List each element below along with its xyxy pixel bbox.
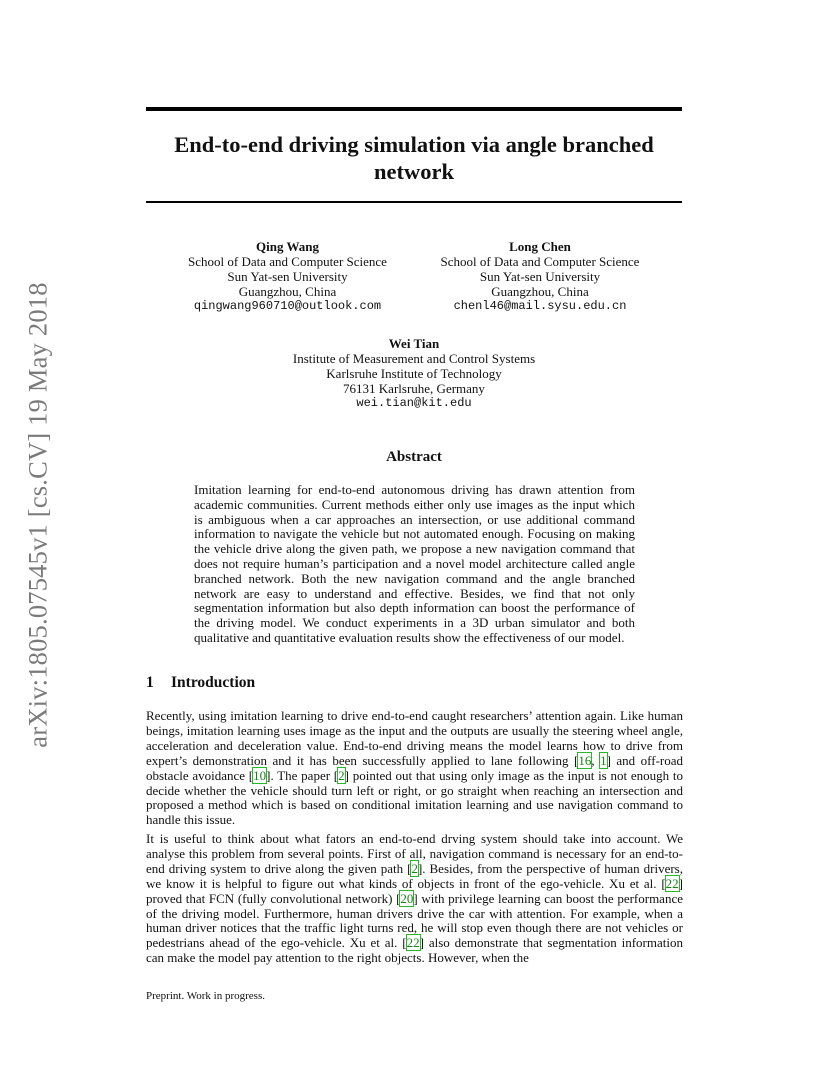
citation-link[interactable]: 2 xyxy=(411,860,418,876)
section-title: Introduction xyxy=(171,674,256,691)
section-heading-introduction xyxy=(146,674,255,692)
paper-title xyxy=(146,131,682,185)
paragraph-text: Recently, using imitation learning to drive end-to-end caught researchers’ attention again. Like human beings, imitation learning uses image as the input and the outputs are usually the steering wheel angle, acceleration and deceleration value. End-to-end driving means the model learns how to drive from expert’s demonstration and it has been successfully applied to lane following [ xyxy=(146,708,683,768)
author-affiliation: Institute of Measurement and Control Systems xyxy=(292,351,536,366)
paragraph-text: ] with privilege learning can boost the performance of the driving model. Furthermore, human drivers drive the car with attention. For example, when a human driver notices that the traffic light turns red, he will stop even though there are not vehicles or pedestrians ahead of the ego-vehicle. Xu et al. [ xyxy=(146,890,683,951)
citation-link[interactable]: 22 xyxy=(406,935,420,951)
citation-link[interactable]: 20 xyxy=(400,890,414,906)
intro-paragraph-2 xyxy=(146,832,683,966)
author-institution: Sun Yat-sen University xyxy=(227,269,348,284)
paragraph-text: ] proved that FCN (fully convolutional network) [ xyxy=(146,875,683,906)
author-location: Guangzhou, China xyxy=(491,284,589,299)
author-institution: Karlsruhe Institute of Technology xyxy=(326,366,502,381)
author-affiliation: School of Data and Computer Science xyxy=(440,254,640,269)
author-location: Guangzhou, China xyxy=(238,284,337,299)
author-email: chenl46@mail.sysu.edu.cn xyxy=(453,299,627,313)
author-name: Qing Wang xyxy=(256,239,319,254)
abstract-text: Imitation learning for end-to-end autonomous driving has drawn attention from academic communities. Current methods either only use images as the input which is ambiguous when a car approaches an intersection, or use additional command information to navigate the vehicle but not automated enough. Focusing on making the vehicle drive along the given path, we propose a new navigation command that does not require human’s participation and a novel model architecture called angle branched network. Both the new navigation command and the angle branched network are easy to understand and effective. Besides, we find that not only segmentation information but also depth information can boost the performance of the driving model. We conduct experiments in a 3D urban simulator and both qualitative and quantitative evaluation results show the effectiveness of our model. xyxy=(194,482,635,645)
author-affiliation: School of Data and Computer Science xyxy=(188,254,387,269)
citation-link[interactable]: 1 xyxy=(600,752,607,768)
abstract-heading: Abstract xyxy=(386,449,442,465)
author-block-1 xyxy=(170,239,405,314)
arxiv-identifier xyxy=(22,270,54,760)
paper-title-line-2: network xyxy=(374,159,454,184)
paper-title-line-1: End-to-end driving simulation via angle branched xyxy=(174,132,654,157)
citation-link[interactable]: 2 xyxy=(338,767,345,783)
author-location: 76131 Karlsruhe, Germany xyxy=(343,381,485,396)
citation-separator: , xyxy=(591,752,601,768)
paragraph-text: It is useful to think about what fators an end-to-end drving system should take into account. We analyse this problem from several points. First of all, navigation command is necessary for an end-to-end driving system to drive along the given path [ xyxy=(146,831,683,876)
paragraph-text: ]. Besides, from the perspective of human drivers, we know it is helpful to figure out what kinds of objects in front of the ego-vehicle. Xu et al. [ xyxy=(146,860,683,891)
author-block-3 xyxy=(264,336,564,411)
author-name: Long Chen xyxy=(509,239,571,254)
intro-paragraph-1 xyxy=(146,709,683,828)
citation-link[interactable]: 10 xyxy=(253,767,267,783)
title-rule-top xyxy=(146,107,682,111)
citation-link[interactable]: 16 xyxy=(578,752,592,768)
citation-link[interactable]: 22 xyxy=(665,875,679,891)
author-email: wei.tian@kit.edu xyxy=(356,396,472,410)
paragraph-text: ] also demonstrate that segmentation information can make the model pay attention to the right objects. However, when the xyxy=(146,935,683,966)
paragraph-text: ] and off-road obstacle avoidance [ xyxy=(146,752,684,783)
author-name: Wei Tian xyxy=(388,336,440,351)
author-email: qingwang960710@outlook.com xyxy=(193,299,382,313)
author-block-2 xyxy=(425,239,655,314)
section-number: 1 xyxy=(146,674,154,691)
title-rule-bottom xyxy=(146,201,682,203)
paragraph-text: ]. The paper [ xyxy=(266,767,339,783)
arxiv-identifier-text: arXiv:1805.07545v1 [cs.CV] 19 May 2018 xyxy=(22,282,53,748)
footer-note: Preprint. Work in progress. xyxy=(146,990,265,1002)
author-institution: Sun Yat-sen University xyxy=(479,269,601,284)
paragraph-text: ] pointed out that using only image as the input is not enough to decide whether the vehicle should turn left or right, or go straight when reaching an intersection and proposed a method which is based on conditional imitation learning and use navigation command to handle this issue. xyxy=(146,767,683,828)
